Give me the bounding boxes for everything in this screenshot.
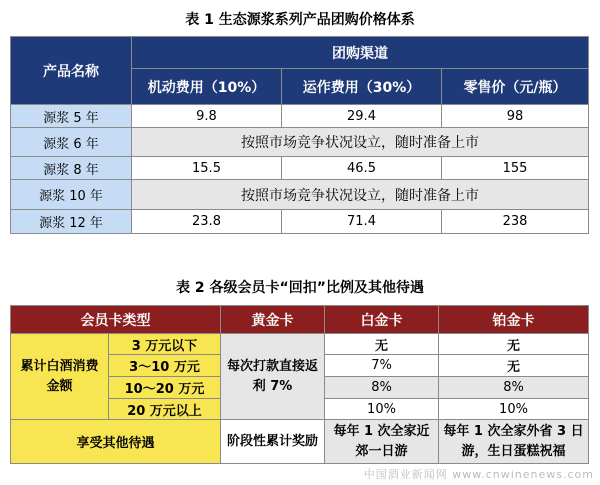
mobile-fee-value: 9.8 — [132, 105, 282, 128]
platinum-value: 无 — [325, 334, 439, 355]
operation-fee-value: 46.5 — [282, 157, 442, 180]
amount-range: 10～20 万元 — [109, 377, 221, 399]
watermark: 中国酒业新闻网 www.cnwinenews.com — [363, 468, 594, 481]
spending-category-label: 累计白酒消费金额 — [11, 334, 109, 420]
diamond-value: 10% — [439, 399, 589, 420]
mobile-fee-value: 15.5 — [132, 157, 282, 180]
amount-range: 3～10 万元 — [109, 355, 221, 377]
table1-caption: 表 1 生态源浆系列产品团购价格体系 — [185, 12, 415, 28]
amount-range: 20 万元以上 — [109, 399, 221, 420]
table-row — [11, 420, 589, 464]
member-card-table — [10, 305, 589, 464]
header-operation-fee: 运作费用（30%） — [282, 69, 442, 105]
product-name: 源浆 5 年 — [11, 105, 132, 128]
header-mobile-fee: 机动费用（10%） — [132, 69, 282, 105]
diamond-value: 无 — [439, 334, 589, 355]
product-name: 源浆 12 年 — [11, 210, 132, 234]
header-platinum-card: 白金卡 — [325, 306, 439, 334]
table-row — [11, 105, 589, 128]
header-card-type: 会员卡类型 — [11, 306, 221, 334]
amount-range: 3 万元以下 — [109, 334, 221, 355]
mobile-fee-value: 23.8 — [132, 210, 282, 234]
product-name: 源浆 10 年 — [11, 180, 132, 210]
table-row — [11, 334, 589, 355]
retail-price-value: 98 — [442, 105, 589, 128]
table-row — [11, 180, 589, 210]
price-table — [10, 36, 589, 234]
header-retail-price: 零售价（元/瓶） — [442, 69, 589, 105]
diamond-value: 8% — [439, 377, 589, 399]
table-header-row — [11, 37, 589, 69]
platinum-value: 10% — [325, 399, 439, 420]
pending-note: 按照市场竞争状况设立，随时准备上市 — [132, 128, 589, 157]
product-name: 源浆 8 年 — [11, 157, 132, 180]
table-row — [11, 157, 589, 180]
gold-rebate: 每次打款直接返利 7% — [221, 334, 325, 420]
table2-caption: 表 2 各级会员卡“回扣”比例及其他待遇 — [176, 280, 424, 296]
table-row — [11, 210, 589, 234]
header-product-name: 产品名称 — [11, 37, 132, 105]
retail-price-value: 155 — [442, 157, 589, 180]
header-diamond-card: 铂金卡 — [439, 306, 589, 334]
retail-price-value: 238 — [442, 210, 589, 234]
diamond-value: 无 — [439, 355, 589, 377]
other-benefits-label: 享受其他待遇 — [11, 420, 221, 464]
table-row — [11, 128, 589, 157]
diamond-other-benefit: 每年 1 次全家外省 3 日游，生日蛋糕祝福 — [439, 420, 589, 464]
header-gold-card: 黄金卡 — [221, 306, 325, 334]
platinum-value: 7% — [325, 355, 439, 377]
gold-other-benefit: 阶段性累计奖励 — [221, 420, 325, 464]
operation-fee-value: 71.4 — [282, 210, 442, 234]
operation-fee-value: 29.4 — [282, 105, 442, 128]
header-group-channel: 团购渠道 — [132, 37, 589, 69]
product-name: 源浆 6 年 — [11, 128, 132, 157]
pending-note: 按照市场竞争状况设立，随时准备上市 — [132, 180, 589, 210]
platinum-other-benefit: 每年 1 次全家近郊一日游 — [325, 420, 439, 464]
platinum-value: 8% — [325, 377, 439, 399]
table-header-row — [11, 306, 589, 334]
